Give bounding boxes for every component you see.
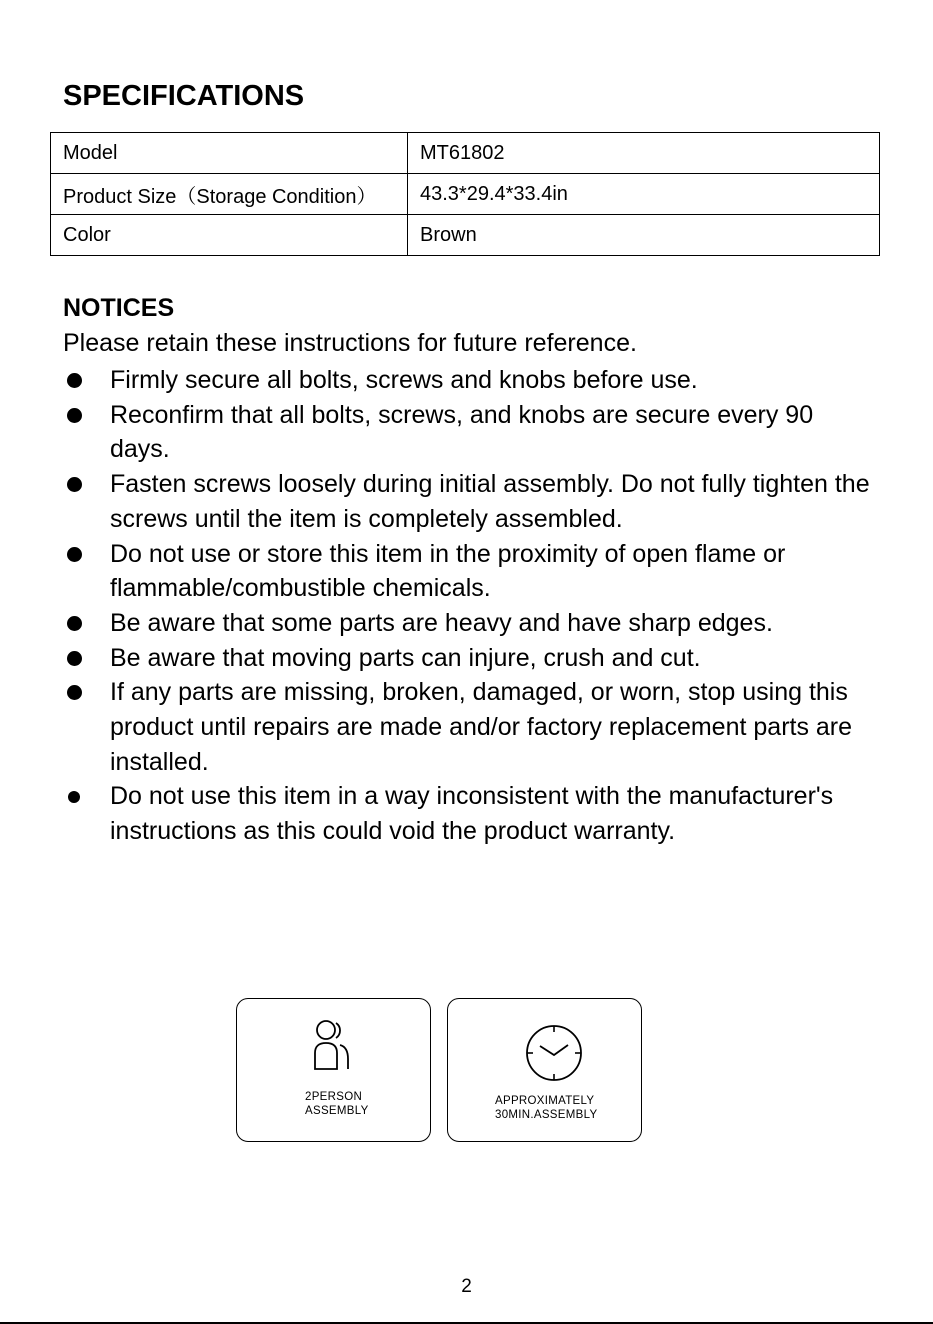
- spec-row-color: [51, 215, 880, 256]
- notices-list: [63, 363, 873, 849]
- list-item: If any parts are missing, broken, damaged, or worn, stop using this product until repairs are made and/or factory replacement parts are installed.: [63, 675, 873, 779]
- spec-label: Model: [51, 133, 408, 174]
- list-item: Do not use this item in a way inconsistent with the manufacturer's instructions as this could void the product warranty.: [63, 779, 873, 848]
- notices-intro: Please retain these instructions for future reference.: [63, 329, 637, 357]
- list-item: Reconfirm that all bolts, screws, and knobs are secure every 90 days.: [63, 398, 873, 467]
- assembly-time-badge: [447, 998, 642, 1142]
- badge-caption: 2PERSON ASSEMBLY: [305, 1091, 369, 1117]
- spec-label: Color: [51, 215, 408, 256]
- badge-caption: APPROXIMATELY 30MIN.ASSEMBLY: [495, 1095, 598, 1121]
- list-item: Firmly secure all bolts, screws and knobs before use.: [63, 363, 873, 398]
- specifications-title: SPECIFICATIONS: [63, 80, 305, 112]
- bullet-icon: [67, 651, 82, 666]
- spec-label: Product Size（Storage Condition）: [51, 174, 408, 215]
- bullet-icon: [67, 616, 82, 631]
- bullet-icon: [67, 408, 82, 423]
- spec-value: Brown: [408, 215, 880, 256]
- spec-row-product-size: [51, 174, 880, 215]
- specifications-table: [50, 132, 880, 256]
- page-number: 2: [461, 1276, 472, 1297]
- list-item: Be aware that moving parts can injure, crush and cut.: [63, 641, 873, 676]
- bullet-icon: [67, 685, 82, 700]
- two-person-assembly-badge: [236, 998, 431, 1142]
- bullet-icon: [67, 373, 82, 388]
- list-item: Do not use or store this item in the proximity of open flame or flammable/combustible chemicals.: [63, 537, 873, 606]
- bullet-icon: [67, 547, 82, 562]
- clock-icon: [522, 1021, 586, 1085]
- bullet-icon: [67, 477, 82, 492]
- spec-value: MT61802: [408, 133, 880, 174]
- bullet-icon: [68, 791, 80, 803]
- list-item: Fasten screws loosely during initial assembly. Do not fully tighten the screws until the item is completely assembled.: [63, 467, 873, 536]
- two-person-icon: [303, 1017, 363, 1073]
- notices-title: NOTICES: [63, 294, 175, 322]
- list-item: Be aware that some parts are heavy and have sharp edges.: [63, 606, 873, 641]
- spec-row-model: [51, 133, 880, 174]
- spec-value: 43.3*29.4*33.4in: [408, 174, 880, 215]
